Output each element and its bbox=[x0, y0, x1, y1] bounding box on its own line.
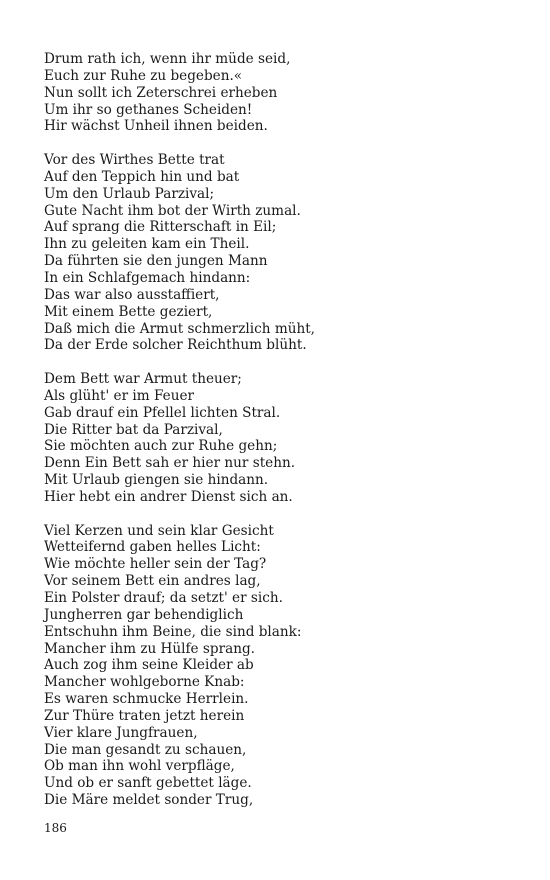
verse-line: Ob man ihn wohl verpfläge, bbox=[44, 758, 235, 775]
verse-line: Entschuhn ihm Beine, die sind blank: bbox=[44, 623, 302, 640]
verse-line: Mancher ihm zu Hülfe sprang. bbox=[44, 640, 255, 657]
verse-line: Da führten sie den jungen Mann bbox=[44, 253, 268, 270]
verse-line: Auf den Teppich hin und bat bbox=[44, 168, 240, 185]
verse-line: Denn Ein Bett sah er hier nur stehn. bbox=[44, 455, 296, 472]
verse-line: Hir wächst Unheil ihnen beiden. bbox=[44, 118, 268, 135]
verse-line: Mit einem Bette geziert, bbox=[44, 303, 213, 320]
verse-line: Zur Thüre traten jetzt herein bbox=[44, 707, 245, 724]
verse-line: Wie möchte heller sein der Tag? bbox=[44, 556, 267, 573]
verse-line: Vier klare Jungfrauen, bbox=[44, 724, 198, 741]
page-number: 186 bbox=[44, 821, 67, 835]
verse-line: Die Ritter bat da Parzival, bbox=[44, 421, 223, 438]
verse-line: Hier hebt ein andrer Dienst sich an. bbox=[44, 488, 293, 505]
verse-line: Mancher wohlgeborne Knab: bbox=[44, 674, 245, 691]
verse-line: Ein Polster drauf; da setzt' er sich. bbox=[44, 590, 283, 606]
verse-line: Daß mich die Armut schmerzlich müht, bbox=[44, 320, 315, 337]
verse-line: Dem Bett war Armut theuer; bbox=[44, 371, 242, 388]
verse-line: Um den Urlaub Parzival; bbox=[44, 185, 215, 202]
verse-line: Da der Erde solcher Reichthum blüht. bbox=[44, 337, 307, 354]
stanza bbox=[44, 51, 524, 135]
verse-line: Jungherren gar behendiglich bbox=[44, 606, 244, 623]
verse-line: Die man gesandt zu schauen, bbox=[44, 741, 247, 758]
verse-line: Vor seinem Bett ein andres lag, bbox=[44, 573, 261, 590]
verse-line: Auf sprang die Ritterschaft in Eil; bbox=[44, 219, 277, 236]
verse-line: Drum rath ich, wenn ihr müde seid, bbox=[44, 51, 291, 67]
verse-line: Und ob er sanft gebettet läge. bbox=[44, 775, 252, 792]
verse-line: Es waren schmucke Herrlein. bbox=[44, 691, 249, 708]
verse-line: Viel Kerzen und sein klar Gesicht bbox=[44, 522, 274, 539]
verse-line: Wetteifernd gaben helles Licht: bbox=[44, 539, 261, 556]
verse-line: Euch zur Ruhe zu begeben.« bbox=[44, 67, 243, 84]
stanza bbox=[44, 523, 524, 809]
verse-line: Mit Urlaub giengen sie hindann. bbox=[44, 472, 269, 489]
stanza bbox=[44, 152, 524, 354]
verse-line: Sie möchten auch zur Ruhe gehn; bbox=[44, 438, 278, 455]
verse-line: Die Märe meldet sonder Trug, bbox=[44, 792, 254, 809]
poem-text bbox=[44, 51, 524, 826]
verse-line: Um ihr so gethanes Scheiden! bbox=[44, 101, 253, 118]
verse-line: Das war also ausstaffiert, bbox=[44, 286, 220, 303]
verse-line: Auch zog ihm seine Kleider ab bbox=[44, 657, 254, 674]
verse-line: Nun sollt ich Zeterschrei erheben bbox=[44, 84, 278, 101]
verse-line: Ihn zu geleiten kam ein Theil. bbox=[44, 236, 250, 253]
verse-line: Als glüht' er im Feuer bbox=[44, 387, 194, 404]
verse-line: Vor des Wirthes Bette trat bbox=[44, 152, 225, 169]
verse-line: Gab drauf ein Pfellel lichten Stral. bbox=[44, 404, 281, 421]
verse-line: Gute Nacht ihm bot der Wirth zumal. bbox=[44, 202, 301, 219]
stanza bbox=[44, 371, 524, 506]
verse-line: In ein Schlafgemach hindann: bbox=[44, 269, 251, 286]
